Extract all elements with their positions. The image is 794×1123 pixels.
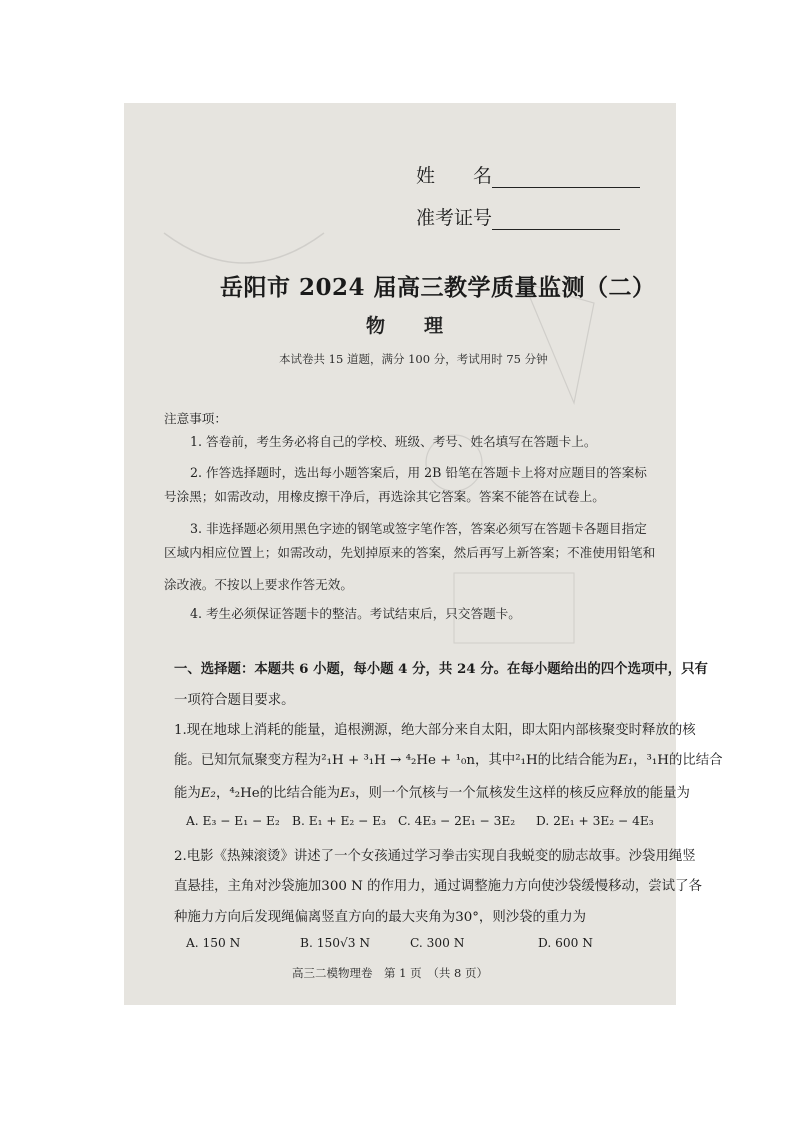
id-underline: [492, 211, 620, 230]
notice-item-3-cont2: 涂改液。不按以上要求作答无效。: [164, 577, 353, 592]
name-underline: [492, 169, 640, 188]
q1-line2: 能。已知氘氚聚变方程为²₁H + ³₁H → ⁴₂He + ¹₀n，其中²₁H的比结合能为E₁，³₁H的比结合: [174, 753, 723, 768]
q2-option-b: B. 150√3 N: [300, 936, 371, 950]
notice-item-2: 2. 作答选择题时，选出每小题答案后，用 2B 铅笔在答题卡上将对应题目的答案标: [190, 465, 647, 480]
scanned-exam-page: [124, 103, 723, 1005]
q1-line1: 1.现在地球上消耗的能量，追根溯源，绝大部分来自太阳，即太阳内部核聚变时释放的核: [174, 723, 696, 738]
notice-item-4: 4. 考生必须保证答题卡的整洁。考试结束后，只交答题卡。: [190, 606, 521, 621]
section1-heading: 一、选择题：本题共 6 小题，每小题 4 分，共 24 分。在每小题给出的四个选项中，只有: [174, 661, 708, 677]
q1-line3: 能为E₂，⁴₂He的比结合能为E₃，则一个氘核与一个氚核发生这样的核反应释放的能量为: [174, 786, 690, 801]
exam-title: 岳阳市 2024 届高三教学质量监测（二）: [220, 274, 656, 301]
q2-option-a: A. 150 N: [186, 936, 241, 950]
q2-line2: 直悬挂，主角对沙袋施加300 N 的作用力，通过调整施力方向使沙袋缓慢移动，尝试了各: [174, 879, 702, 894]
notice-item-2-cont: 号涂黑；如需改动，用橡皮擦干净后，再选涂其它答案。答案不能答在试卷上。: [164, 489, 605, 504]
q2-option-c: C. 300 N: [410, 936, 465, 950]
exam-info: 本试卷共 15 道题，满分 100 分，考试用时 75 分钟: [279, 352, 548, 366]
q1-option-b: B. E₁ + E₂ − E₃: [292, 814, 386, 828]
q2-line3: 种施力方向后发现绳偏离竖直方向的最大夹角为30°，则沙袋的重力为: [174, 910, 587, 925]
q2-line1: 2.电影《热辣滚烫》讲述了一个女孩通过学习拳击实现自我蜕变的励志故事。沙袋用绳竖: [174, 849, 696, 864]
q1-option-c: C. 4E₃ − 2E₁ − 3E₂: [398, 814, 516, 828]
name-field: [416, 161, 640, 188]
section1-heading-cont: 一项符合题目要求。: [174, 693, 295, 708]
notice-item-3: 3. 非选择题必须用黑色字迹的钢笔或签字笔作答，答案必须写在答题卡各题目指定: [190, 521, 647, 536]
notice-item-3-cont1: 区域内相应位置上；如需改动，先划掉原来的答案，然后再写上新答案；不准使用铅笔和: [164, 545, 656, 560]
id-field: [416, 203, 620, 230]
q2-option-d: D. 600 N: [538, 936, 593, 950]
page-footer: 高三二模物理卷 第 1 页 （共 8 页）: [292, 966, 489, 980]
id-label: 准考证号: [416, 207, 493, 229]
subject-title: 物 理: [366, 315, 454, 337]
q1-option-a: A. E₃ − E₁ − E₂: [186, 814, 280, 828]
q1-option-d: D. 2E₁ + 3E₂ − 4E₃: [536, 814, 654, 828]
notice-heading: 注意事项：: [164, 411, 227, 426]
notice-item-1: 1. 答卷前，考生务必将自己的学校、班级、考号、姓名填写在答题卡上。: [190, 434, 597, 449]
fusion-equation: ²₁H + ³₁H → ⁴₂He + ¹₀n: [321, 753, 476, 768]
name-label: 姓 名: [416, 165, 493, 187]
